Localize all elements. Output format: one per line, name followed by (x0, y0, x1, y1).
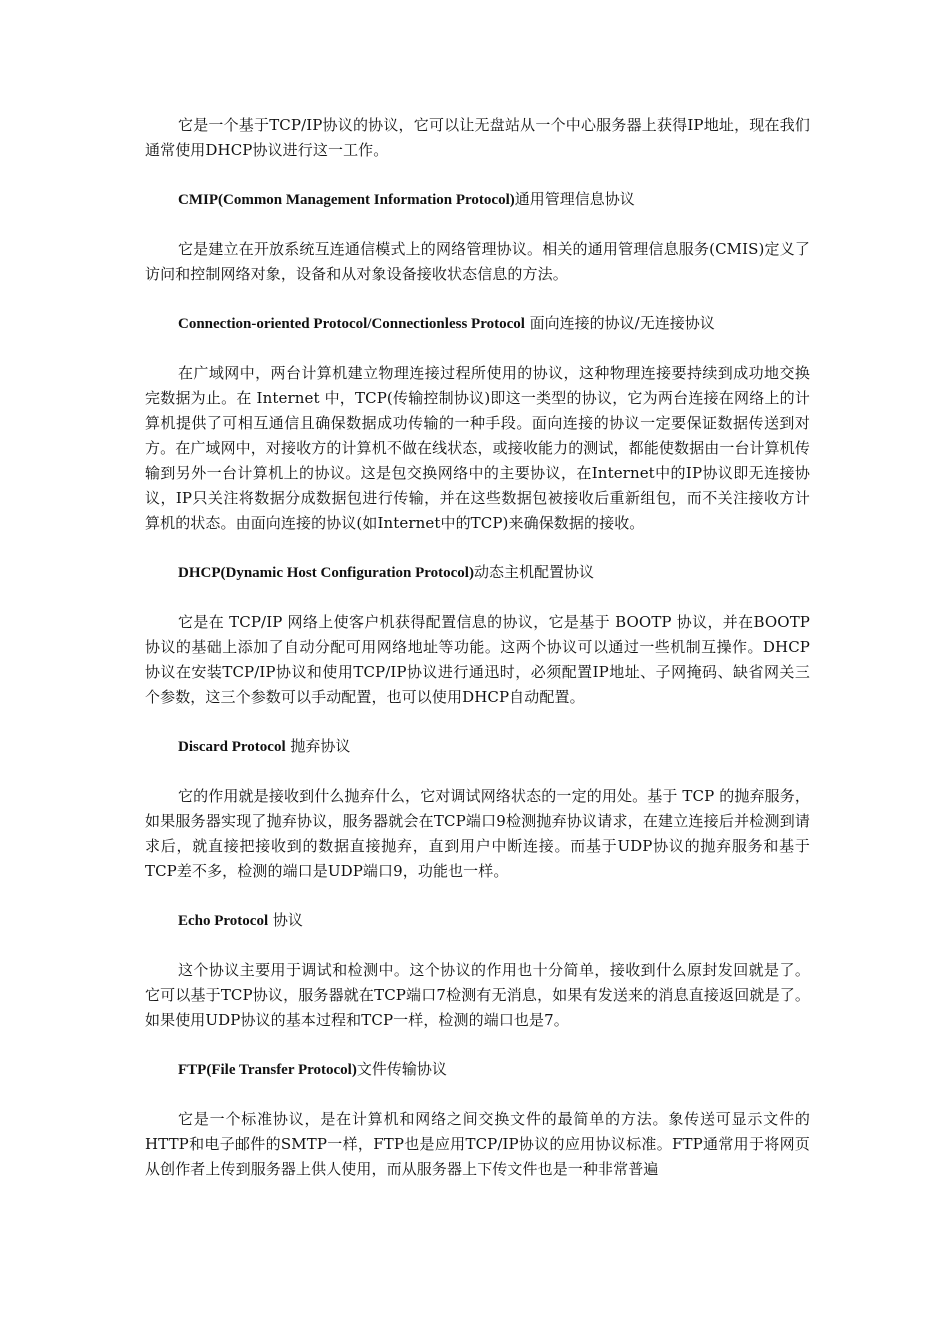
echo-heading-en: Echo Protocol (178, 913, 269, 929)
connection-protocol-heading (145, 311, 810, 337)
discard-heading-zh: 抛弃协议 (285, 737, 351, 755)
spacer (145, 536, 810, 560)
spacer (145, 586, 810, 610)
spacer (145, 163, 810, 187)
dhcp-heading-en: DHCP(Dynamic Host Configuration Protocol) (178, 565, 474, 581)
spacer (145, 934, 810, 958)
discard-description: 它的作用就是接收到什么抛弃什么，它对调试网络状态的一定的用处。基于 TCP 的抛弃服务，如果服务器实现了抛弃协议，服务器就会在TCP端口9检测抛弃协议请求，在建立连接后并检测到请求后，就直接把接收到的数据直接抛弃，直到用户中断连接。而基于UDP协议的抛弃服务和基于TCP差不多，检测的端口是UDP端口9，功能也一样。 (145, 787, 810, 880)
ftp-description: 它是一个标准协议，是在计算机和网络之间交换文件的最简单的方法。象传送可显示文件的HTTP和电子邮件的SMTP一样，FTP也是应用TCP/IP协议的应用协议标准。FTP通常用于将网页从创作者上传到服务器上供人使用，而从服务器上下传文件也是一种非常普遍 (145, 1110, 810, 1178)
ftp-heading (145, 1057, 810, 1083)
spacer (145, 884, 810, 908)
spacer (145, 337, 810, 361)
cmip-heading-en: CMIP(Common Management Information Protocol) (178, 192, 515, 208)
document-content (145, 113, 810, 1182)
spacer (145, 1033, 810, 1057)
spacer (145, 760, 810, 784)
echo-heading-zh: 协议 (268, 911, 303, 929)
discard-heading (145, 734, 810, 760)
connection-protocol-description: 在广域网中，两台计算机建立物理连接过程所使用的协议，这种物理连接要持续到成功地交换完数据为止。在 Internet 中，TCP(传输控制协议)即这一类型的协议，它为两台连接在网络上的计算机提供了可相互通信且确保数据成功传输的一种手段。面向连接的协议一定要保证数据传送到对方。在广域网中，对接收方的计算机不做在线状态，或接收能力的测试，都能使数据由一台计算机传输到另外一台计算机上的协议。这是包交换网络中的主要协议，在Internet中的IP协议即无连接协议，IP只关注将数据分成数据包进行传输，并在这些数据包被接收后重新组包，而不关注接收方计算机的状态。由面向连接的协议(如Internet中的TCP)来确保数据的接收。 (145, 364, 810, 532)
dhcp-heading (145, 560, 810, 586)
discard-heading-en: Discard Protocol (178, 739, 286, 755)
dhcp-heading-zh: 动态主机配置协议 (473, 563, 594, 581)
ftp-heading-en: FTP(File Transfer Protocol) (178, 1062, 357, 1078)
ftp-heading-zh: 文件传输协议 (356, 1060, 447, 1078)
connection-protocol-heading-zh: 面向连接的协议/无连接协议 (524, 314, 715, 332)
connection-protocol-heading-en: Connection-oriented Protocol/Connectionless Protocol (178, 316, 525, 332)
cmip-heading-zh: 通用管理信息协议 (514, 190, 635, 208)
cmip-heading (145, 187, 810, 213)
cmip-description: 它是建立在开放系统互连通信模式上的网络管理协议。相关的通用管理信息服务(CMIS)定义了访问和控制网络对象，设备和从对象设备接收状态信息的方法。 (145, 240, 810, 283)
spacer (145, 287, 810, 311)
dhcp-description: 它是在 TCP/IP 网络上使客户机获得配置信息的协议，它是基于 BOOTP 协议，并在BOOTP协议的基础上添加了自动分配可用网络地址等功能。这两个协议可以通过一些机制互操作。DHCP协议在安装TCP/IP协议和使用TCP/IP协议进行通迅时，必须配置IP地址、子网掩码、缺省网关三个参数，这三个参数可以手动配置，也可以使用DHCP自动配置。 (145, 613, 810, 706)
spacer (145, 710, 810, 734)
spacer (145, 213, 810, 237)
echo-description: 这个协议主要用于调试和检测中。这个协议的作用也十分简单，接收到什么原封发回就是了。它可以基于TCP协议，服务器就在TCP端口7检测有无消息，如果有发送来的消息直接返回就是了。如果使用UDP协议的基本过程和TCP一样，检测的端口也是7。 (145, 961, 810, 1029)
spacer (145, 1083, 810, 1107)
echo-heading (145, 908, 810, 934)
bootp-description: 它是一个基于TCP/IP协议的协议，它可以让无盘站从一个中心服务器上获得IP地址，现在我们通常使用DHCP协议进行这一工作。 (145, 116, 810, 159)
